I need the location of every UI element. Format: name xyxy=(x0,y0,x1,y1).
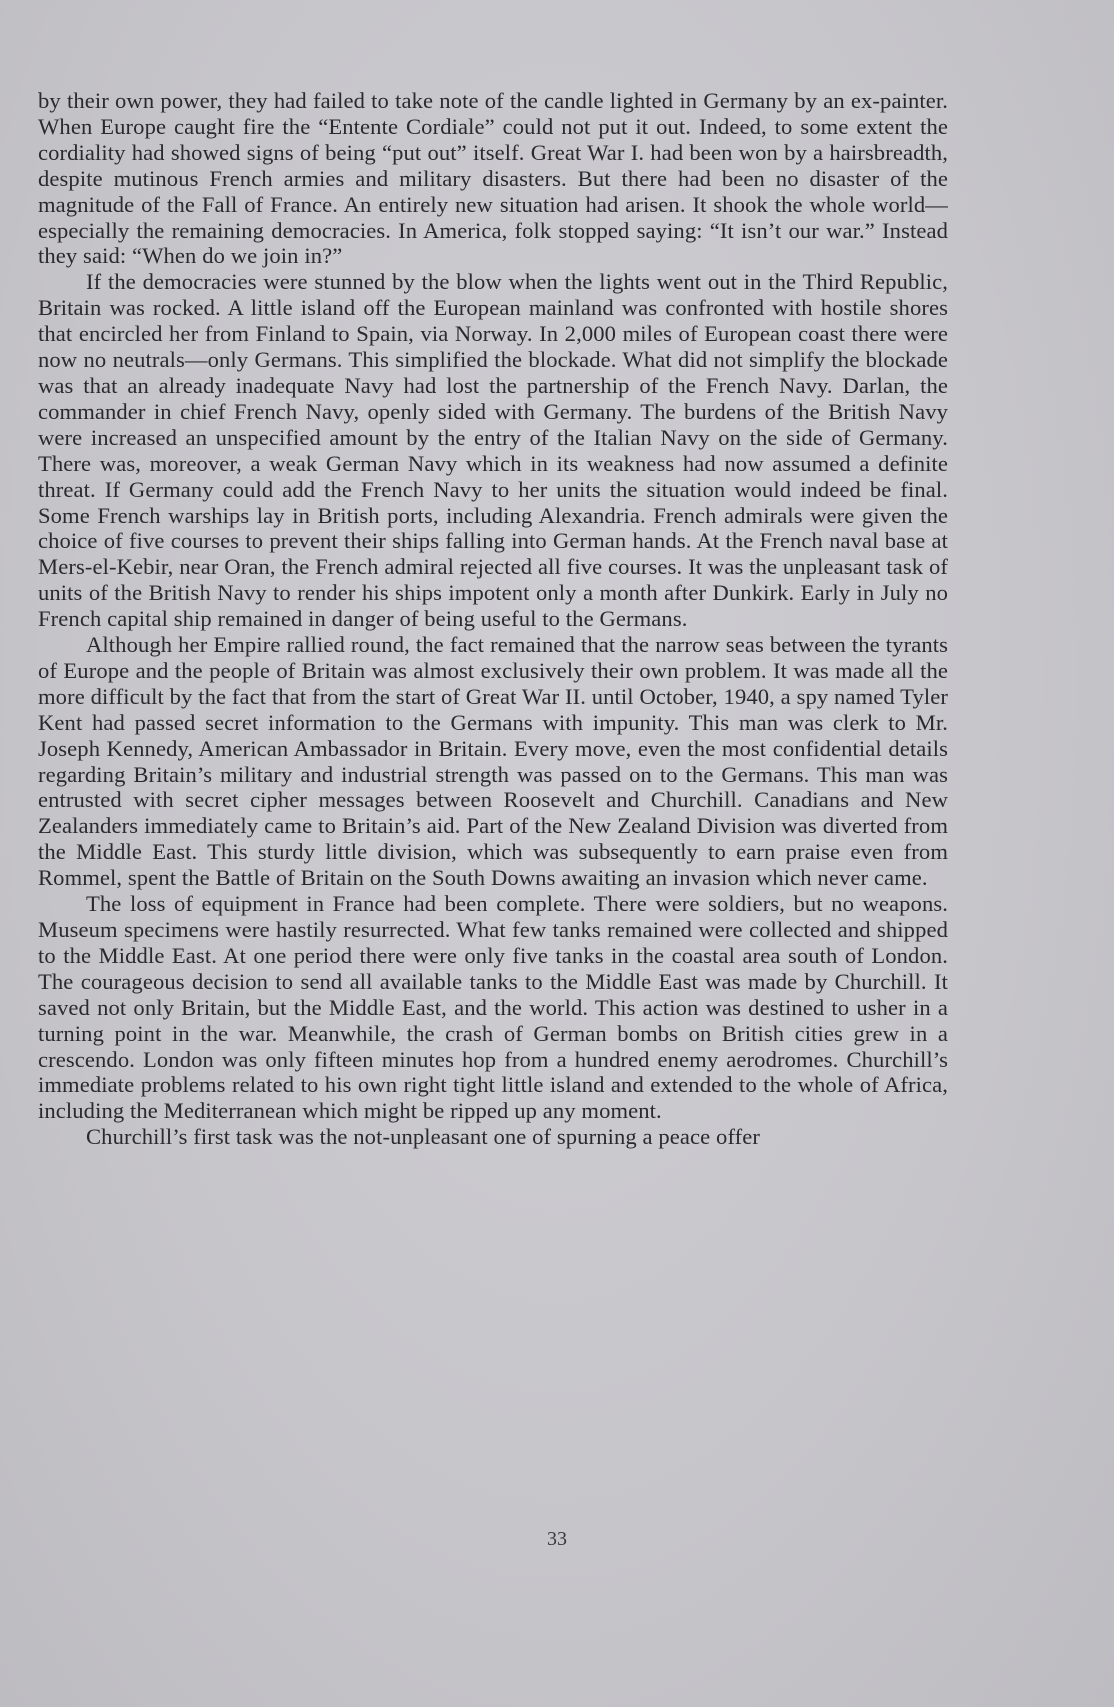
page-number: 33 xyxy=(547,1528,567,1550)
paragraph-2: If the democracies were stunned by the blow when the lights went out in the Third Republic, Britain was rocked. A little island off the European mainland was confronted with hostile shores that encircled her from Finland to Spain, via Norway. In 2,000 miles of European coast there were now no neutrals—only Germans. This simplified the blockade. What did not simplify the blockade was that an already inadequate Navy had lost the partnership of the French Navy. Darlan, the commander in chief French Navy, openly sided with Germany. The burdens of the British Navy were increased an unspecified amount by the entry of the Italian Navy on the side of Germany. There was, moreover, a weak German Navy which in its weakness had now assumed a definite threat. If Germany could add the French Navy to her units the situation would indeed be final. Some French warships lay in British ports, including Alexandria. French admirals were given the choice of five courses to prevent their ships falling into German hands. At the French naval base at Mers-el-Kebir, near Oran, the French admiral rejected all five courses. It was the unpleasant task of units of the British Navy to render his ships impotent only a month after Dunkirk. Early in July no French capital ship remained in danger of being useful to the Germans. xyxy=(38,269,948,632)
page-body xyxy=(38,88,948,1150)
paragraph-1: by their own power, they had failed to take note of the candle lighted in Germany by an ex-painter. When Europe caught fire the “Entente Cordiale” could not put it out. Indeed, to some extent the cordiality had showed signs of being “put out” itself. Great War I. had been won by a hairsbreadth, despite mutinous French armies and military disasters. But there had been no disaster of the magnitude of the Fall of France. An entirely new situation had arisen. It shook the whole world—especially the remaining democracies. In America, folk stopped saying: “It isn’t our war.” Instead they said: “When do we join in?” xyxy=(38,88,948,269)
paragraph-3: Although her Empire rallied round, the fact remained that the narrow seas between the tyrants of Europe and the people of Britain was almost exclusively their own problem. It was made all the more difficult by the fact that from the start of Great War II. until October, 1940, a spy named Tyler Kent had passed secret information to the Germans with impunity. This man was clerk to Mr. Joseph Kennedy, American Ambassador in Britain. Every move, even the most confidential details regarding Britain’s military and industrial strength was passed on to the Germans. This man was entrusted with secret cipher messages between Roosevelt and Churchill. Canadians and New Zealanders immediately came to Britain’s aid. Part of the New Zealand Division was diverted from the Middle East. This sturdy little division, which was subsequently to earn praise even from Rommel, spent the Battle of Britain on the South Downs awaiting an invasion which never came. xyxy=(38,632,948,891)
paragraph-4: The loss of equipment in France had been complete. There were soldiers, but no weapons. Museum specimens were hastily resurrected. What few tanks remained were collected and shipped to the Middle East. At one period there were only five tanks in the coastal area south of London. The courageous decision to send all available tanks to the Middle East was made by Churchill. It saved not only Britain, but the Middle East, and the world. This action was destined to usher in a turning point in the war. Meanwhile, the crash of German bombs on British cities grew in a crescendo. London was only fifteen minutes hop from a hundred enemy aerodromes. Churchill’s immediate problems related to his own right tight little island and extended to the whole of Africa, including the Mediterranean which might be ripped up any moment. xyxy=(38,891,948,1124)
paragraph-5: Churchill’s first task was the not-unpleasant one of spurning a peace offer xyxy=(86,1124,761,1150)
